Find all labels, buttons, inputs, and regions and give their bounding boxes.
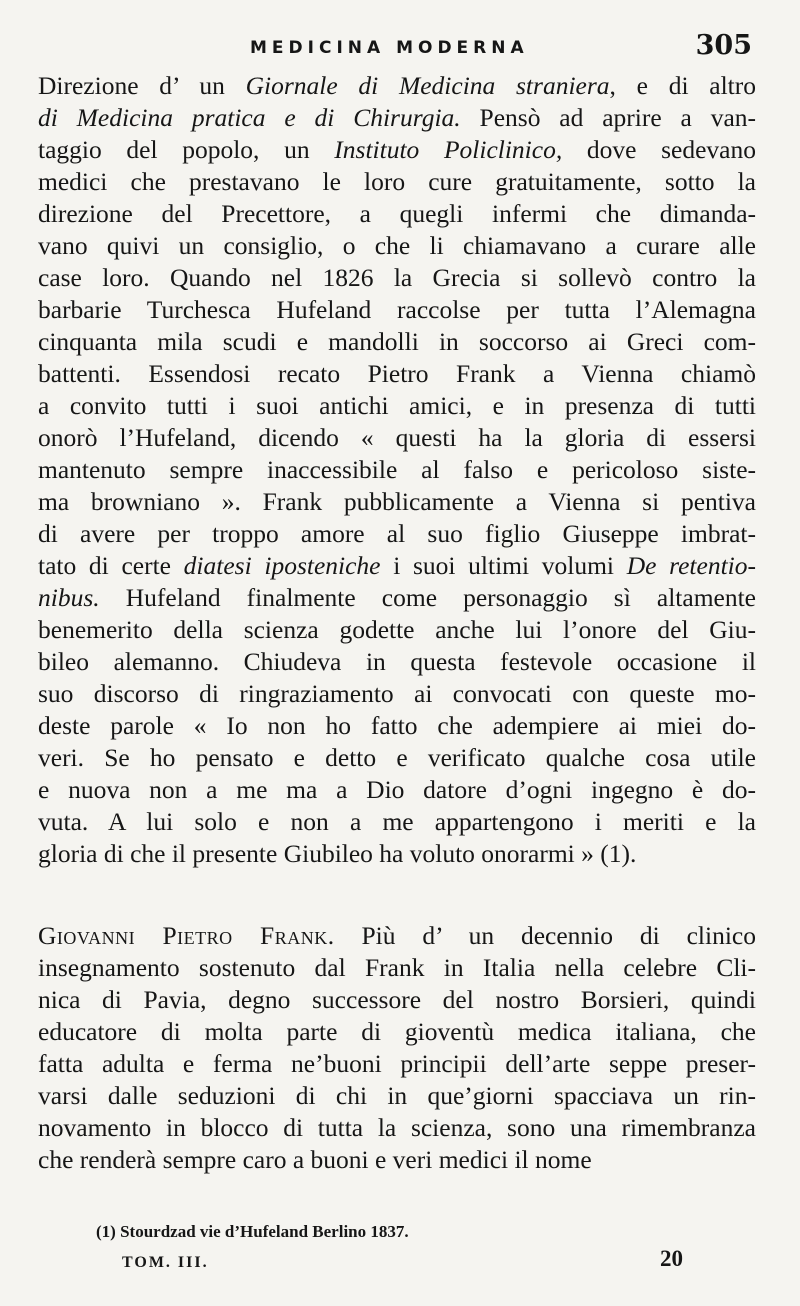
text-run: barbarie Turchesca Hufeland raccolse per tutta l’Alemagna — [38, 295, 756, 324]
text-run: bileo alemanno. Chiudeva in questa festevole occasione il — [38, 647, 756, 676]
text-run: gloria di che il presente Giubileo ha voluto onorarmi » (1). — [38, 839, 637, 868]
text-run: vano quivi un consiglio, o che li chiamavano a curare alle — [38, 231, 756, 260]
volume-signature: TOM. III. — [122, 1254, 209, 1271]
footnote: (1) Stourdzad vie d’Hufeland Berlino 1837. — [96, 1222, 409, 1241]
text-run: taggio del popolo, un — [38, 135, 335, 164]
text-line — [38, 1080, 756, 1112]
text-run: di avere per troppo amore al suo figlio Giuseppe imbrat- — [38, 519, 756, 548]
text-run: Giornale di Medicina straniera — [245, 71, 610, 100]
paragraph-frank — [38, 920, 756, 1176]
text-run: Hufeland finalmente come personaggio sì altamente — [99, 583, 756, 612]
page-number: 305 — [695, 30, 752, 61]
text-line — [38, 1112, 756, 1144]
text-run: cinquanta mila scudi e mandolli in soccorso ai Greci com- — [38, 327, 756, 356]
text-run: battenti. Essendosi recato Pietro Frank a Vienna chiamò — [38, 359, 756, 388]
text-line — [38, 952, 756, 984]
text-line — [38, 984, 756, 1016]
text-line — [38, 102, 756, 134]
text-line — [38, 1048, 756, 1080]
text-run: suo discorso di ringraziamento ai convocati con queste mo- — [38, 679, 756, 708]
text-run: e nuova non a me ma a Dio datore d’ogni ingegno è do- — [38, 775, 756, 804]
text-line — [38, 198, 756, 230]
text-line — [38, 742, 756, 774]
text-line — [38, 920, 756, 952]
text-line — [38, 422, 756, 454]
text-run: tato di certe — [38, 551, 184, 580]
text-run: Più d’ un decennio di clinico — [334, 921, 756, 950]
text-run: Giovanni Pietro Frank. — [38, 921, 335, 950]
running-head — [38, 30, 752, 66]
running-title: MEDICINA MODERNA — [250, 38, 529, 58]
text-run: De retentio- — [626, 551, 756, 580]
text-run: case loro. Quando nel 1826 la Grecia si sollevò contro la — [38, 263, 756, 292]
text-line — [38, 646, 756, 678]
text-line — [38, 326, 756, 358]
text-run: fatta adulta e ferma ne’buoni principii dell’arte seppe preser- — [38, 1049, 756, 1078]
text-run: deste parole « Io non ho fatto che adempiere ai miei do- — [38, 711, 756, 740]
text-run: onorò l’Hufeland, dicendo « questi ha la gloria di essersi — [38, 423, 756, 452]
text-line — [38, 262, 756, 294]
text-line — [38, 838, 756, 870]
text-run: dove sedevano — [562, 135, 756, 164]
text-line — [38, 294, 756, 326]
text-line — [38, 550, 756, 582]
text-run: direzione del Precettore, a quegli infermi che dimanda- — [38, 199, 756, 228]
text-run: veri. Se ho pensato e detto e verificato qualche cosa utile — [38, 743, 756, 772]
text-run: novamento in blocco di tutta la scienza, sono una rimembranza — [38, 1113, 756, 1142]
text-run: insegnamento sostenuto dal Frank in Italia nella celebre Cli- — [38, 953, 756, 982]
text-run: nibus. — [38, 583, 100, 612]
text-run: i suoi ultimi volumi — [380, 551, 627, 580]
text-run: diatesi iposteniche — [183, 551, 381, 580]
text-line — [38, 710, 756, 742]
text-run: varsi dalle seduzioni di chi in que’giorni spacciava un rin- — [38, 1081, 756, 1110]
text-run: Instituto Policlinico, — [334, 135, 563, 164]
text-run: che renderà sempre caro a buoni e veri medici il nome — [38, 1145, 592, 1174]
paragraph-text — [38, 70, 756, 870]
text-run: , e di altro — [609, 71, 756, 100]
text-run: vuta. A lui solo e non a me appartengono i meriti e la — [38, 807, 756, 836]
text-line — [38, 1144, 756, 1176]
paragraph-hufeland — [38, 70, 756, 870]
paragraph-text — [38, 920, 756, 1176]
text-run: nica di Pavia, degno successore del nostro Borsieri, quindi — [38, 985, 756, 1014]
text-line — [38, 518, 756, 550]
text-line — [38, 582, 756, 614]
text-run: educatore di molta parte di gioventù medica italiana, che — [38, 1017, 756, 1046]
text-line — [38, 166, 756, 198]
text-run: mantenuto sempre inaccessibile al falso e pericoloso siste- — [38, 455, 756, 484]
text-line — [38, 230, 756, 262]
text-line — [38, 678, 756, 710]
text-line — [38, 614, 756, 646]
text-line — [38, 70, 756, 102]
text-run: Pensò ad aprire a van- — [460, 103, 757, 132]
text-run: Direzione d’ un — [38, 71, 246, 100]
text-line — [38, 134, 756, 166]
text-run: medici che prestavano le loro cure gratuitamente, sotto la — [38, 167, 756, 196]
text-run: di Medicina pratica e di Chirurgia. — [38, 103, 461, 132]
text-line — [38, 358, 756, 390]
text-line — [38, 1016, 756, 1048]
text-line — [38, 806, 756, 838]
text-run: benemerito della scienza godette anche lui l’onore del Giu- — [38, 615, 756, 644]
text-run: ma browniano ». Frank pubblicamente a Vienna si pentiva — [38, 487, 756, 516]
sheet-signature-number: 20 — [660, 1246, 683, 1271]
text-line — [38, 774, 756, 806]
text-line — [38, 454, 756, 486]
text-line — [38, 390, 756, 422]
text-run: a convito tutti i suoi antichi amici, e in presenza di tutti — [38, 391, 756, 420]
text-line — [38, 486, 756, 518]
